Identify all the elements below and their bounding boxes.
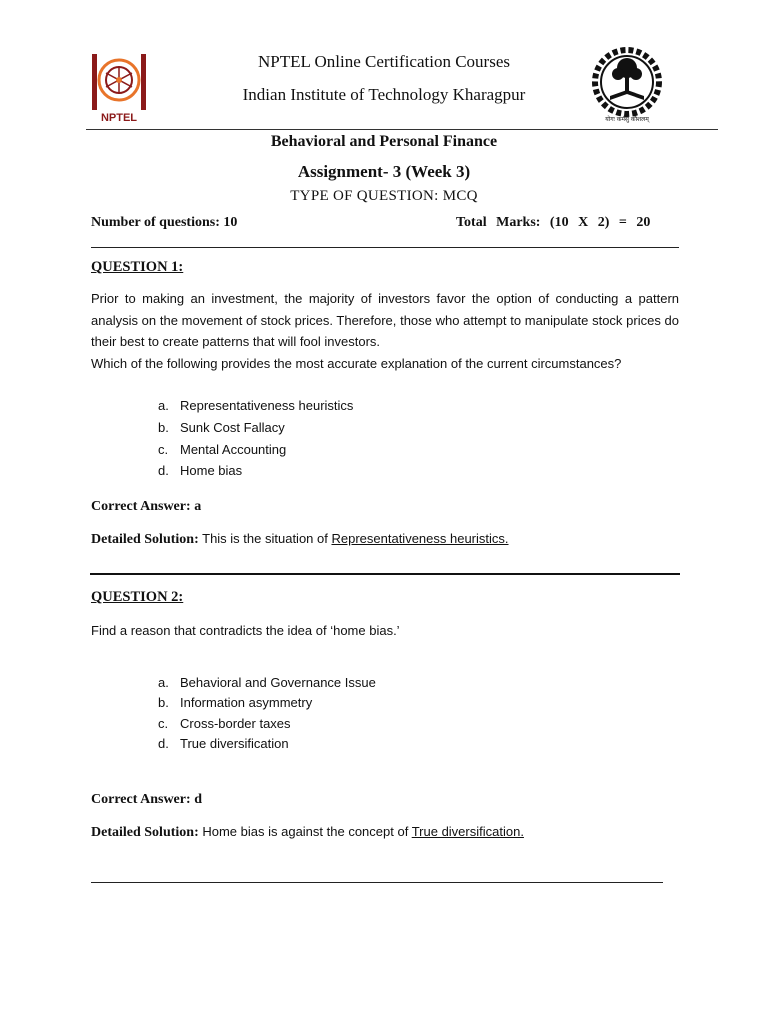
question-2-option-c [158, 716, 291, 731]
option-letter: a. [158, 398, 169, 413]
iit-seal-motto: योगः कर्मसु कौशलम् [605, 116, 649, 123]
option-letter: b. [158, 695, 169, 710]
footer-divider [91, 882, 663, 883]
question-1-option-c [158, 442, 286, 457]
question-2-answer [91, 791, 202, 808]
option-letter: b. [158, 420, 169, 435]
option-text: True diversification [180, 736, 289, 751]
option-text: Home bias [180, 463, 243, 478]
assignment-title: Assignment- 3 (Week 3) [297, 162, 471, 181]
answer-value: a [194, 499, 202, 514]
solution-label: Detailed Solution: [91, 532, 199, 547]
question-1-answer [91, 498, 201, 515]
option-letter: a. [158, 675, 169, 690]
question-2-option-a [158, 675, 376, 690]
option-letter: c. [158, 716, 169, 731]
header-line-1: NPTEL Online Certification Courses [258, 52, 510, 71]
number-of-questions: Number of questions: 10 [91, 215, 238, 230]
header-divider [86, 129, 718, 130]
solution-highlight: Representativeness heuristics. [331, 531, 509, 546]
question-2-solution [91, 824, 524, 841]
solution-text: This is the situation of [202, 531, 328, 546]
answer-label: Correct Answer: [91, 499, 191, 514]
header-line-2: Indian Institute of Technology Kharagpur [242, 85, 526, 104]
answer-label: Correct Answer: [91, 792, 191, 807]
question-type: TYPE OF QUESTION: MCQ [290, 188, 478, 204]
question-2-text: Find a reason that contradicts the idea of ‘home bias.’ [91, 623, 400, 638]
option-text: Mental Accounting [180, 442, 287, 457]
solution-label: Detailed Solution: [91, 825, 199, 840]
answer-value: d [194, 792, 203, 807]
question-1-option-b [158, 420, 285, 435]
solution-text: Home bias is against the concept of [202, 824, 409, 839]
solution-highlight: True diversification. [411, 824, 524, 839]
option-letter: c. [158, 442, 169, 457]
option-letter: d. [158, 463, 169, 478]
question-1-stem: Prior to making an investment, the majority of investors favor the option of conducting a pattern analysis on the movement of stock prices. Therefore, those who attempt to manipulate stock prices do their best to create patterns that will fool investors. [91, 291, 679, 349]
question-1-prompt: Which of the following provides the most accurate explanation of the current circumstances? [91, 355, 622, 371]
question-1-text [91, 288, 679, 374]
option-letter: d. [158, 736, 169, 751]
total-marks: Total Marks: (10 X 2) = 20 [456, 215, 651, 230]
question-1-solution [91, 531, 509, 548]
question-2-option-b [158, 695, 312, 710]
option-text: Sunk Cost Fallacy [180, 420, 285, 435]
option-text: Cross-border taxes [180, 716, 291, 731]
question-divider [90, 573, 680, 575]
option-text: Information asymmetry [180, 695, 313, 710]
question-1-option-d [158, 463, 242, 478]
option-text: Behavioral and Governance Issue [180, 675, 376, 690]
question-1-heading: QUESTION 1: [91, 259, 184, 275]
question-2-option-d [158, 736, 289, 751]
section-divider [91, 247, 679, 248]
option-text: Representativeness heuristics [180, 398, 354, 413]
course-title: Behavioral and Personal Finance [270, 133, 498, 150]
nptel-logo-text: NPTEL [100, 112, 138, 124]
question-2-heading: QUESTION 2: [91, 589, 184, 605]
question-1-option-a [158, 398, 353, 413]
